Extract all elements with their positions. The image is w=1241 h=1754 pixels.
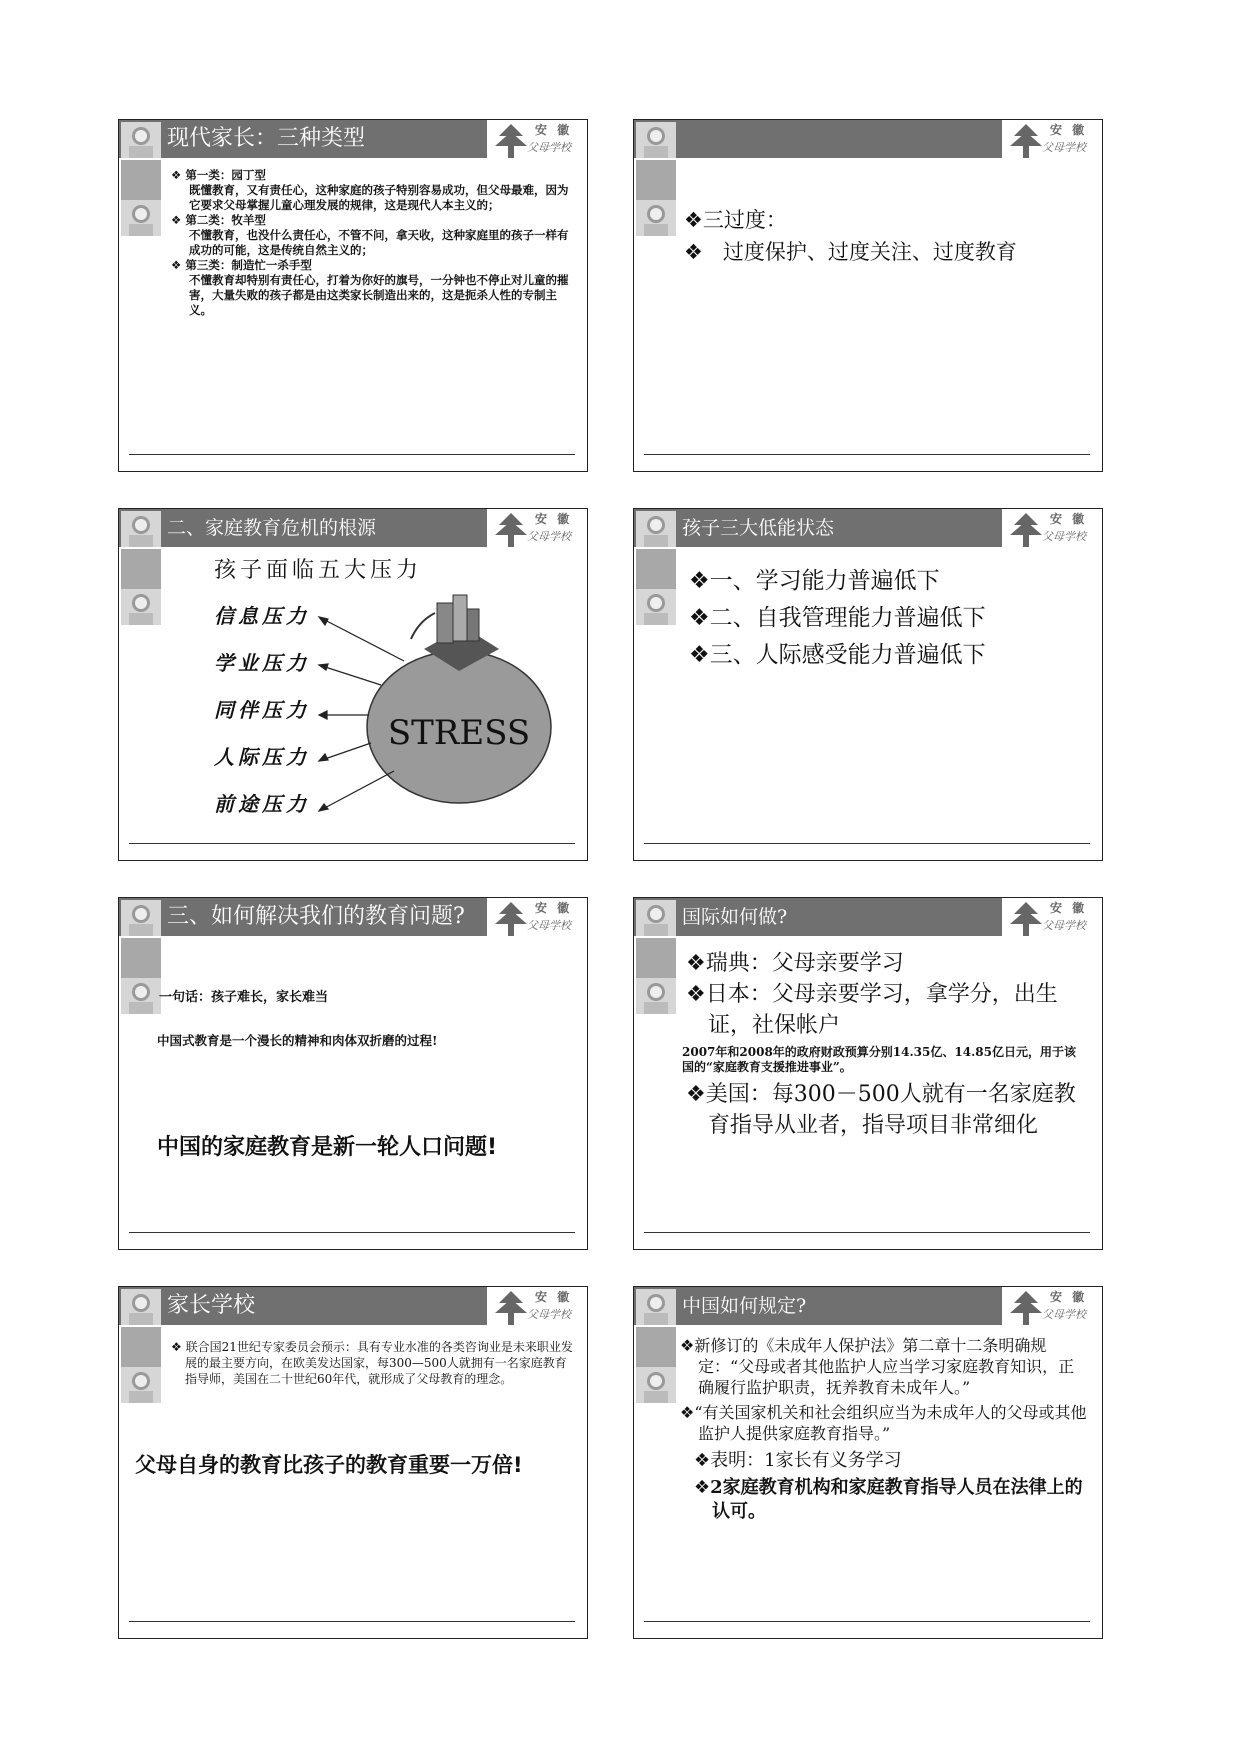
side-strip xyxy=(121,160,161,200)
slide-title: 中国如何规定? xyxy=(682,1295,807,1317)
slide-body xyxy=(680,1335,1090,1524)
list-item: ❖日本：父母亲要学习，拿学分，出生证，社保帐户 xyxy=(686,982,1058,1038)
list-item: ❖新修订的《未成年人保护法》第二章十二条明确规定：“父母或者其他监护人应当学习家庭教育知识，正确履行监护职责，抚养教育未成年人。” xyxy=(680,1336,1075,1397)
side-strip xyxy=(121,1327,161,1367)
child-photo xyxy=(636,589,676,625)
side-strip xyxy=(636,549,676,589)
child-photo xyxy=(636,1367,676,1403)
school-logo: 安 徽 父母学校 xyxy=(487,120,587,162)
slide-line: 一句话：孩子难长，家长难当 xyxy=(159,990,329,1005)
slide-6 xyxy=(633,897,1103,1250)
side-strip xyxy=(636,160,676,200)
slide-conclusion: 中国的家庭教育是新一轮人口问题! xyxy=(157,1135,498,1160)
tree-logo-icon xyxy=(1008,900,1044,938)
child-photo xyxy=(121,1367,161,1403)
tree-logo-icon xyxy=(1008,1289,1044,1327)
slide-body xyxy=(682,948,1086,1141)
list-item: ❖二、自我管理能力普遍低下 xyxy=(689,605,986,631)
tree-logo-icon xyxy=(493,122,529,160)
child-photo xyxy=(121,122,161,158)
pressure-list xyxy=(214,593,310,828)
arrow xyxy=(319,771,394,811)
arrow xyxy=(319,665,381,685)
slide-title: 孩子三大低能状态 xyxy=(682,517,835,539)
school-logo: 安 徽 父母学校 xyxy=(1002,898,1102,940)
school-logo: 安 徽 父母学校 xyxy=(487,509,587,551)
child-photo xyxy=(121,978,161,1014)
slide-body: ❖ 联合国21世纪专家委员会预示：具有专业水准的各类咨询业是未来职业发展的最主要方向，在欧美发达国家，每300—500人就拥有一名家庭教育指导师，美国在二十世纪60年代，就形成了父母教育的理念。 xyxy=(171,1340,573,1386)
pressure-item: 人际压力 xyxy=(214,745,310,769)
footer-line xyxy=(644,1232,1090,1233)
child-photo xyxy=(636,978,676,1014)
slide-4 xyxy=(633,508,1103,861)
arrow xyxy=(319,617,404,661)
slide-title: 三、如何解决我们的教育问题? xyxy=(167,904,465,929)
list-item: ❖2家庭教育机构和家庭教育指导人员在法律上的认可。 xyxy=(694,1477,1083,1522)
list-item: ❖美国：每300－500人就有一名家庭教育指导从业者，指导项目非常细化 xyxy=(686,1082,1076,1138)
pressure-item: 同伴压力 xyxy=(214,698,310,722)
footer-line xyxy=(129,454,575,455)
side-strip xyxy=(121,938,161,978)
child-photo xyxy=(636,122,676,158)
list-item: ❖瑞典：父母亲要学习 xyxy=(686,951,904,976)
child-photo xyxy=(636,1289,676,1325)
slide-3 xyxy=(118,508,588,861)
arrow-head xyxy=(319,664,328,670)
pressure-heading: 孩子面临五大压力 xyxy=(214,558,423,583)
slide-8 xyxy=(633,1286,1103,1639)
child-photo xyxy=(636,200,676,236)
footer-line xyxy=(644,1621,1090,1622)
slide-body: ❖三过度： ❖ 过度保护、过度关注、过度教育 xyxy=(684,208,1017,264)
school-logo: 安 徽 父母学校 xyxy=(1002,1287,1102,1329)
tree-logo-icon xyxy=(1008,122,1044,160)
list-item: ❖表明：1家长有义务学习 xyxy=(694,1450,902,1471)
slide-5 xyxy=(118,897,588,1250)
slide-1 xyxy=(118,119,588,472)
slide-conclusion: 父母自身的教育比孩子的教育重要一万倍! xyxy=(135,1453,523,1477)
slide-line: 中国式教育是一个漫长的精神和肉体双折磨的过程! xyxy=(157,1033,438,1048)
list-item: ❖“有关国家机关和社会组织应当为未成年人的父母或其他监护人提供家庭教育指导。” xyxy=(680,1403,1087,1443)
child-photo xyxy=(121,200,161,236)
slide-title: 二、家庭教育危机的根源 xyxy=(167,517,377,539)
tree-logo-icon xyxy=(1008,511,1044,549)
list-item: ❖三、人际感受能力普遍低下 xyxy=(689,642,986,668)
arrow-head xyxy=(319,617,328,625)
slide-2 xyxy=(633,119,1103,472)
school-logo: 安 徽 父母学校 xyxy=(487,898,587,940)
child-photo xyxy=(121,900,161,936)
school-logo: 安 徽 父母学校 xyxy=(1002,509,1102,551)
pressure-item: 学业压力 xyxy=(214,651,310,675)
footer-line xyxy=(644,843,1090,844)
slide-body: ❖ 第一类：园丁型 既懂教育，又有责任心，这种家庭的孩子特别容易成功，但父母最难，因为它要求父母掌握儿童心理发展的规律，这是现代人本主义的； ❖ 第二类：牧羊型 不懂教育，也没什么责任心，不管不问，拿天收，这种家庭里的孩子一样有成功的可能，这是传统自然主义的； ❖ 第三类：制造忙一杀手型 不懂教育却特别有责任心，打着为你好的旗号，一分钟也不停止对儿童的摧害，大量失败的孩子都是由这类家长制造出来的，这是扼杀人性的专制主义。 xyxy=(171,168,569,317)
footer-line xyxy=(129,1621,575,1622)
arrow-head xyxy=(319,804,328,811)
side-strip xyxy=(636,1327,676,1367)
footer-line xyxy=(644,454,1090,455)
footer-line xyxy=(129,843,575,844)
stress-diagram xyxy=(119,509,588,861)
slide-title: 家长学校 xyxy=(167,1293,256,1318)
stress-label: STRESS xyxy=(387,713,531,753)
arrow-head xyxy=(319,711,327,719)
pressure-item: 前途压力 xyxy=(214,792,310,816)
slide-title: 国际如何做? xyxy=(682,906,788,928)
pressure-item: 信息压力 xyxy=(214,604,310,628)
child-photo xyxy=(636,511,676,547)
arrow-head xyxy=(319,754,328,761)
child-photo xyxy=(636,900,676,936)
tree-logo-icon xyxy=(493,900,529,938)
list-note: 2007年和2008年的政府财政预算分别14.35亿、14.85亿日元，用于该国的“家庭教育支援推进事业”。 xyxy=(682,1045,1076,1074)
tree-logo-icon xyxy=(493,1289,529,1327)
slide-title: 现代家长：三种类型 xyxy=(167,126,366,151)
slide-body xyxy=(689,563,986,674)
list-item: ❖一、学习能力普遍低下 xyxy=(689,568,940,594)
school-logo: 安 徽 父母学校 xyxy=(1002,120,1102,162)
footer-line xyxy=(129,1232,575,1233)
side-strip xyxy=(636,938,676,978)
child-photo xyxy=(121,1289,161,1325)
school-logo: 安 徽 父母学校 xyxy=(487,1287,587,1329)
slide-7 xyxy=(118,1286,588,1639)
